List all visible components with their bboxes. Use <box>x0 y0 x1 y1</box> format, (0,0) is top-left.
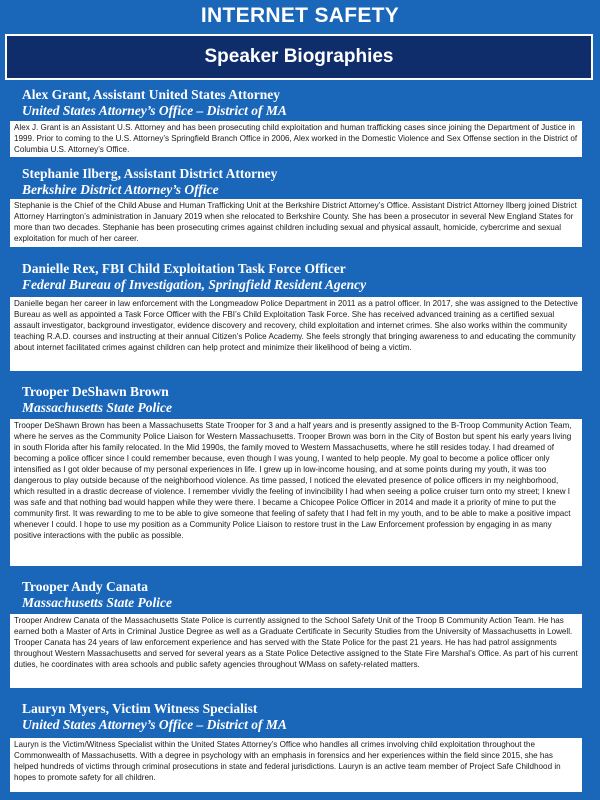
speaker-name: Trooper DeShawn Brown <box>22 384 169 399</box>
speaker-header <box>22 87 287 119</box>
speaker-header <box>22 261 366 293</box>
speaker-header <box>22 579 172 611</box>
speaker-organization: Massachusetts State Police <box>22 400 173 415</box>
speaker-bio: Trooper DeShawn Brown has been a Massachusetts State Trooper for 3 and a half years and is presently assigned to the B-Troop Community Action Team, where he serves as the Community Police Liaison for Western Massachusetts. Trooper Brown was born in the City of Boston but spent his early years living in south Florida after his family relocated. In the Mid 1990s, the family moved to Western Massachusetts, where he still resides today. I had dreamed of becoming a police officer since I could remember because, even though I was young, I wanted to help people. My goal to become a police officer only intensified as I got older because of my personal experiences in life. I grew up in low-income housing, and at some points during my youth, it was too dangerous to play outside because of the neighborhood violence. As time passed, I noticed the elevated presence of police officers in my neighborhood, which resulted in a drastic decrease of violence. I remember vividly the feeling of invincibility I had when seeing a police cruiser turn onto my street; I knew I was safe and that nothing bad would happen while they were there. I became a Chicopee Police Officer in 2014 and made it a priority of mine to put the community first. It was rewarding to me to be able to give someone that feeling of safety that I had felt in my youth, and to be able to make a positive impact whenever I could. I hope to use my position as a Community Police Liaison to restore trust in the Law Enforcement profession by engaging in as many positive interactions with the public as possible. <box>10 419 582 566</box>
subtitle: Speaker Biographies <box>204 46 394 67</box>
speaker-header <box>22 701 287 733</box>
speaker-organization: United States Attorney’s Office – District of MA <box>22 103 287 118</box>
speaker-name: Stephanie Ilberg, Assistant District Attorney <box>22 166 278 181</box>
subtitle-banner <box>5 34 593 80</box>
speaker-header <box>22 166 277 198</box>
speaker-organization: United States Attorney’s Office – District of MA <box>22 717 287 732</box>
speaker-name: Danielle Rex, FBI Child Exploitation Task Force Officer <box>22 261 346 276</box>
speaker-name: Alex Grant, Assistant United States Attorney <box>22 87 280 102</box>
speaker-name: Lauryn Myers, Victim Witness Specialist <box>22 701 258 716</box>
speaker-bio: Lauryn is the Victim/Witness Specialist within the United States Attorney’s Office who handles all crimes involving child exploitation throughout the Commonwealth of Massachusetts. With a degree in psychology with an emphasis in forensics and her experiences within the field since 2015, she has helped hundreds of victims through criminal prosecutions in state and federal jurisdictions. Lauryn is an active team member of Project Safe Childhood in hopes to promote safety for all children. <box>10 738 582 792</box>
speaker-header <box>22 384 172 416</box>
speaker-organization: Federal Bureau of Investigation, Springfield Resident Agency <box>22 277 367 292</box>
speaker-organization: Massachusetts State Police <box>22 595 173 610</box>
speaker-bio: Trooper Andrew Canata of the Massachusetts State Police is currently assigned to the School Safety Unit of the Troop B Community Action Team. He has earned both a Master of Arts in Criminal Justice Degree as well as a Graduate Certificate in Security Studies from the University of Massachusetts in Lowell. Trooper Canata has 24 years of law enforcement experience and has served with the State Police for the past 21 years. He has had patrol assignments throughout Western Massachusetts and served for several years as a State Police Detective assigned to the State Fire Marshal’s Office. As part of his current duties, he coordinates with area schools and public safety agencies throughout WMass on safety-related matters. <box>10 614 582 688</box>
speaker-name: Trooper Andy Canata <box>22 579 149 594</box>
speaker-organization: Berkshire District Attorney’s Office <box>22 182 219 197</box>
speaker-bio: Danielle began her career in law enforcement with the Longmeadow Police Department in 2011 as a patrol officer. In 2017, she was assigned to the Detective Bureau as well as appointed a Task Force Officer with the FBI’s Child Exploitation Task Force. She has received advanced training as a certified sexual assault investigator, background investigator, evidence discovery and recovery, child exploitation and internet crimes. She also works within the community teaching R.A.D. courses and instructing at their annual Citizen’s Police Academy. She feels strongly that bringing awareness to and educating the community about internet facilitated crimes against children can help protect and minimize their likelihood of being a victim. <box>10 297 582 371</box>
speaker-bio: Stephanie is the Chief of the Child Abuse and Human Trafficking Unit at the Berkshire District Attorney’s Office. Assistant District Attorney Ilberg joined District Attorney Harrington’s administration in January 2019 when she relocated to Berkshire County. She has been a prosecutor in several New England States for more than two decades. Stephanie has been prosecuting crimes against children including sexual and physical assault, homicide, cybercrime and sexual exploitation for much of her career. <box>10 199 582 247</box>
speaker-bio: Alex J. Grant is an Assistant U.S. Attorney and has been prosecuting child exploitation and human trafficking cases since joining the Department of Justice in 1999. Prior to coming to the U.S. Attorney’s Springfield Branch Office in 2006, Alex worked in the Domestic Violence and Sex Offense section in the District of Columbia U.S. Attorney’s Office. <box>10 121 582 157</box>
main-title: INTERNET SAFETY <box>200 4 400 27</box>
